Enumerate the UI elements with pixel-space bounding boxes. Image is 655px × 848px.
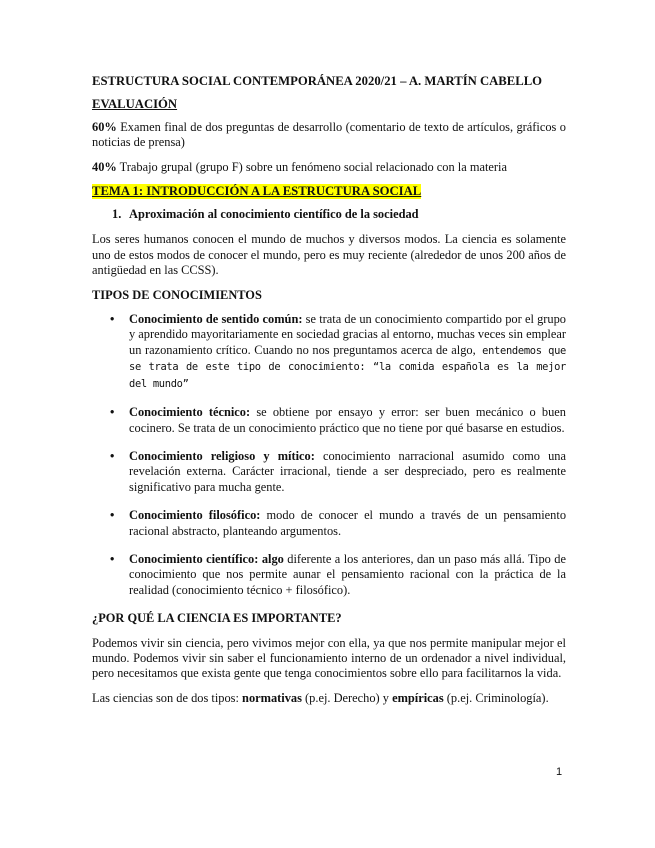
- ciencia-p2-empiricas: empíricas: [392, 690, 444, 705]
- list-item: [92, 405, 566, 436]
- list-item-term: Conocimiento científico: algo: [129, 551, 284, 566]
- ciencia-paragraph-1: Podemos vivir sin ciencia, pero vivimos mejor con ella, ya que nos permite manipular mejor el mundo. Podemos vivir sin saber el funcionamiento interno de un ordenador a nivel individual, pero necesitamos que exista gente que tenga conocimientos sobre ello para facilitarnos la vida.: [92, 635, 566, 681]
- evaluacion-item-1-text: Examen final de dos preguntas de desarrollo (comentario de texto de artículos, gráficos o noticias de prensa): [92, 119, 566, 150]
- evaluacion-heading: EVALUACIÓN: [92, 97, 178, 112]
- tipos-heading: TIPOS DE CONOCIMIENTOS: [92, 287, 262, 302]
- ciencia-p2-part-c: (p.ej. Derecho) y: [301, 690, 393, 705]
- intro-paragraph: Los seres humanos conocen el mundo de muchos y diversos modos. La ciencia es solamente uno de estos modos de conocer el mundo, pero es muy reciente (alrededor de unos 200 años de antigüedad en las CCSS).: [92, 232, 566, 278]
- ciencia-p2-part-a: Las ciencias son de dos tipos:: [92, 690, 243, 705]
- ciencia-paragraph-2: [92, 691, 566, 706]
- list-item-term: Conocimiento de sentido común:: [129, 312, 303, 327]
- evaluacion-item-2-text: Trabajo grupal (grupo F) sobre un fenómeno social relacionado con la materia: [116, 159, 507, 174]
- list-item-text-alt: entendemos que se trata de este tipo de conocimiento: “la comida española es la mejor del mundo”: [129, 344, 566, 390]
- bullet-icon: •: [110, 405, 115, 420]
- subsection-title: Aproximación al conocimiento científico de la sociedad: [129, 207, 419, 222]
- bullet-icon: •: [110, 508, 115, 523]
- list-item-term: Conocimiento filosófico:: [129, 508, 261, 523]
- evaluacion-item-2: [92, 160, 566, 175]
- evaluacion-item-2-percent: 40%: [92, 159, 117, 174]
- ciencia-heading: ¿POR QUÉ LA CIENCIA ES IMPORTANTE?: [92, 611, 342, 626]
- list-item-term: Conocimiento técnico:: [129, 405, 251, 420]
- list-item: [92, 508, 566, 539]
- tipos-list: [92, 312, 566, 598]
- evaluacion-item-1: [92, 120, 566, 151]
- list-item-text: se obtiene por ensayo y error: ser buen mecánico o buen cocinero. Se trata de un conocimiento práctico que no tiene por qué basarse en estudios.: [129, 405, 566, 435]
- list-item-term: Conocimiento religioso y mítico:: [129, 448, 315, 463]
- bullet-icon: •: [110, 448, 115, 463]
- list-item: [92, 552, 566, 598]
- list-item-text: conocimiento narracional asumido como una revelación externa. Carácter irracional, tiende a ser despreciado, pero es realmente significativo para mucha gente.: [129, 448, 566, 494]
- page-number: 1: [556, 766, 563, 778]
- document-title: ESTRUCTURA SOCIAL CONTEMPORÁNEA 2020/21 – A. MARTÍN CABELLO: [92, 74, 543, 88]
- subsection-number: 1.: [112, 207, 122, 222]
- list-item-text: modo de conocer el mundo a través de un pensamiento racional abstracto, planteando argumentos.: [129, 508, 567, 538]
- evaluacion-item-1-percent: 60%: [92, 119, 117, 134]
- list-item: [92, 312, 566, 392]
- list-item-text: se trata de un conocimiento compartido por el grupo y aprendido mayoritariamente en sociedad gracias al entorno, muchas veces sin emplear un razonamiento crítico. Cuando no nos preguntamos acerca de algo,: [129, 312, 566, 357]
- subsection-heading: [112, 207, 566, 222]
- list-item: [92, 449, 566, 495]
- ciencia-p2-part-e: (p.ej. Criminología).: [443, 690, 549, 705]
- list-item-text: diferente a los anteriores, dan un paso más allá. Tipo de conocimiento que nos permite aunar el pensamiento racional con la práctica de la realidad (conocimiento técnico + filosófico).: [129, 551, 566, 597]
- bullet-icon: •: [110, 551, 115, 566]
- bullet-icon: •: [110, 312, 115, 327]
- document-page: [92, 74, 566, 715]
- tema-heading: TEMA 1: INTRODUCCIÓN A LA ESTRUCTURA SOCIAL: [92, 184, 422, 199]
- ciencia-p2-normativas: normativas: [242, 690, 302, 705]
